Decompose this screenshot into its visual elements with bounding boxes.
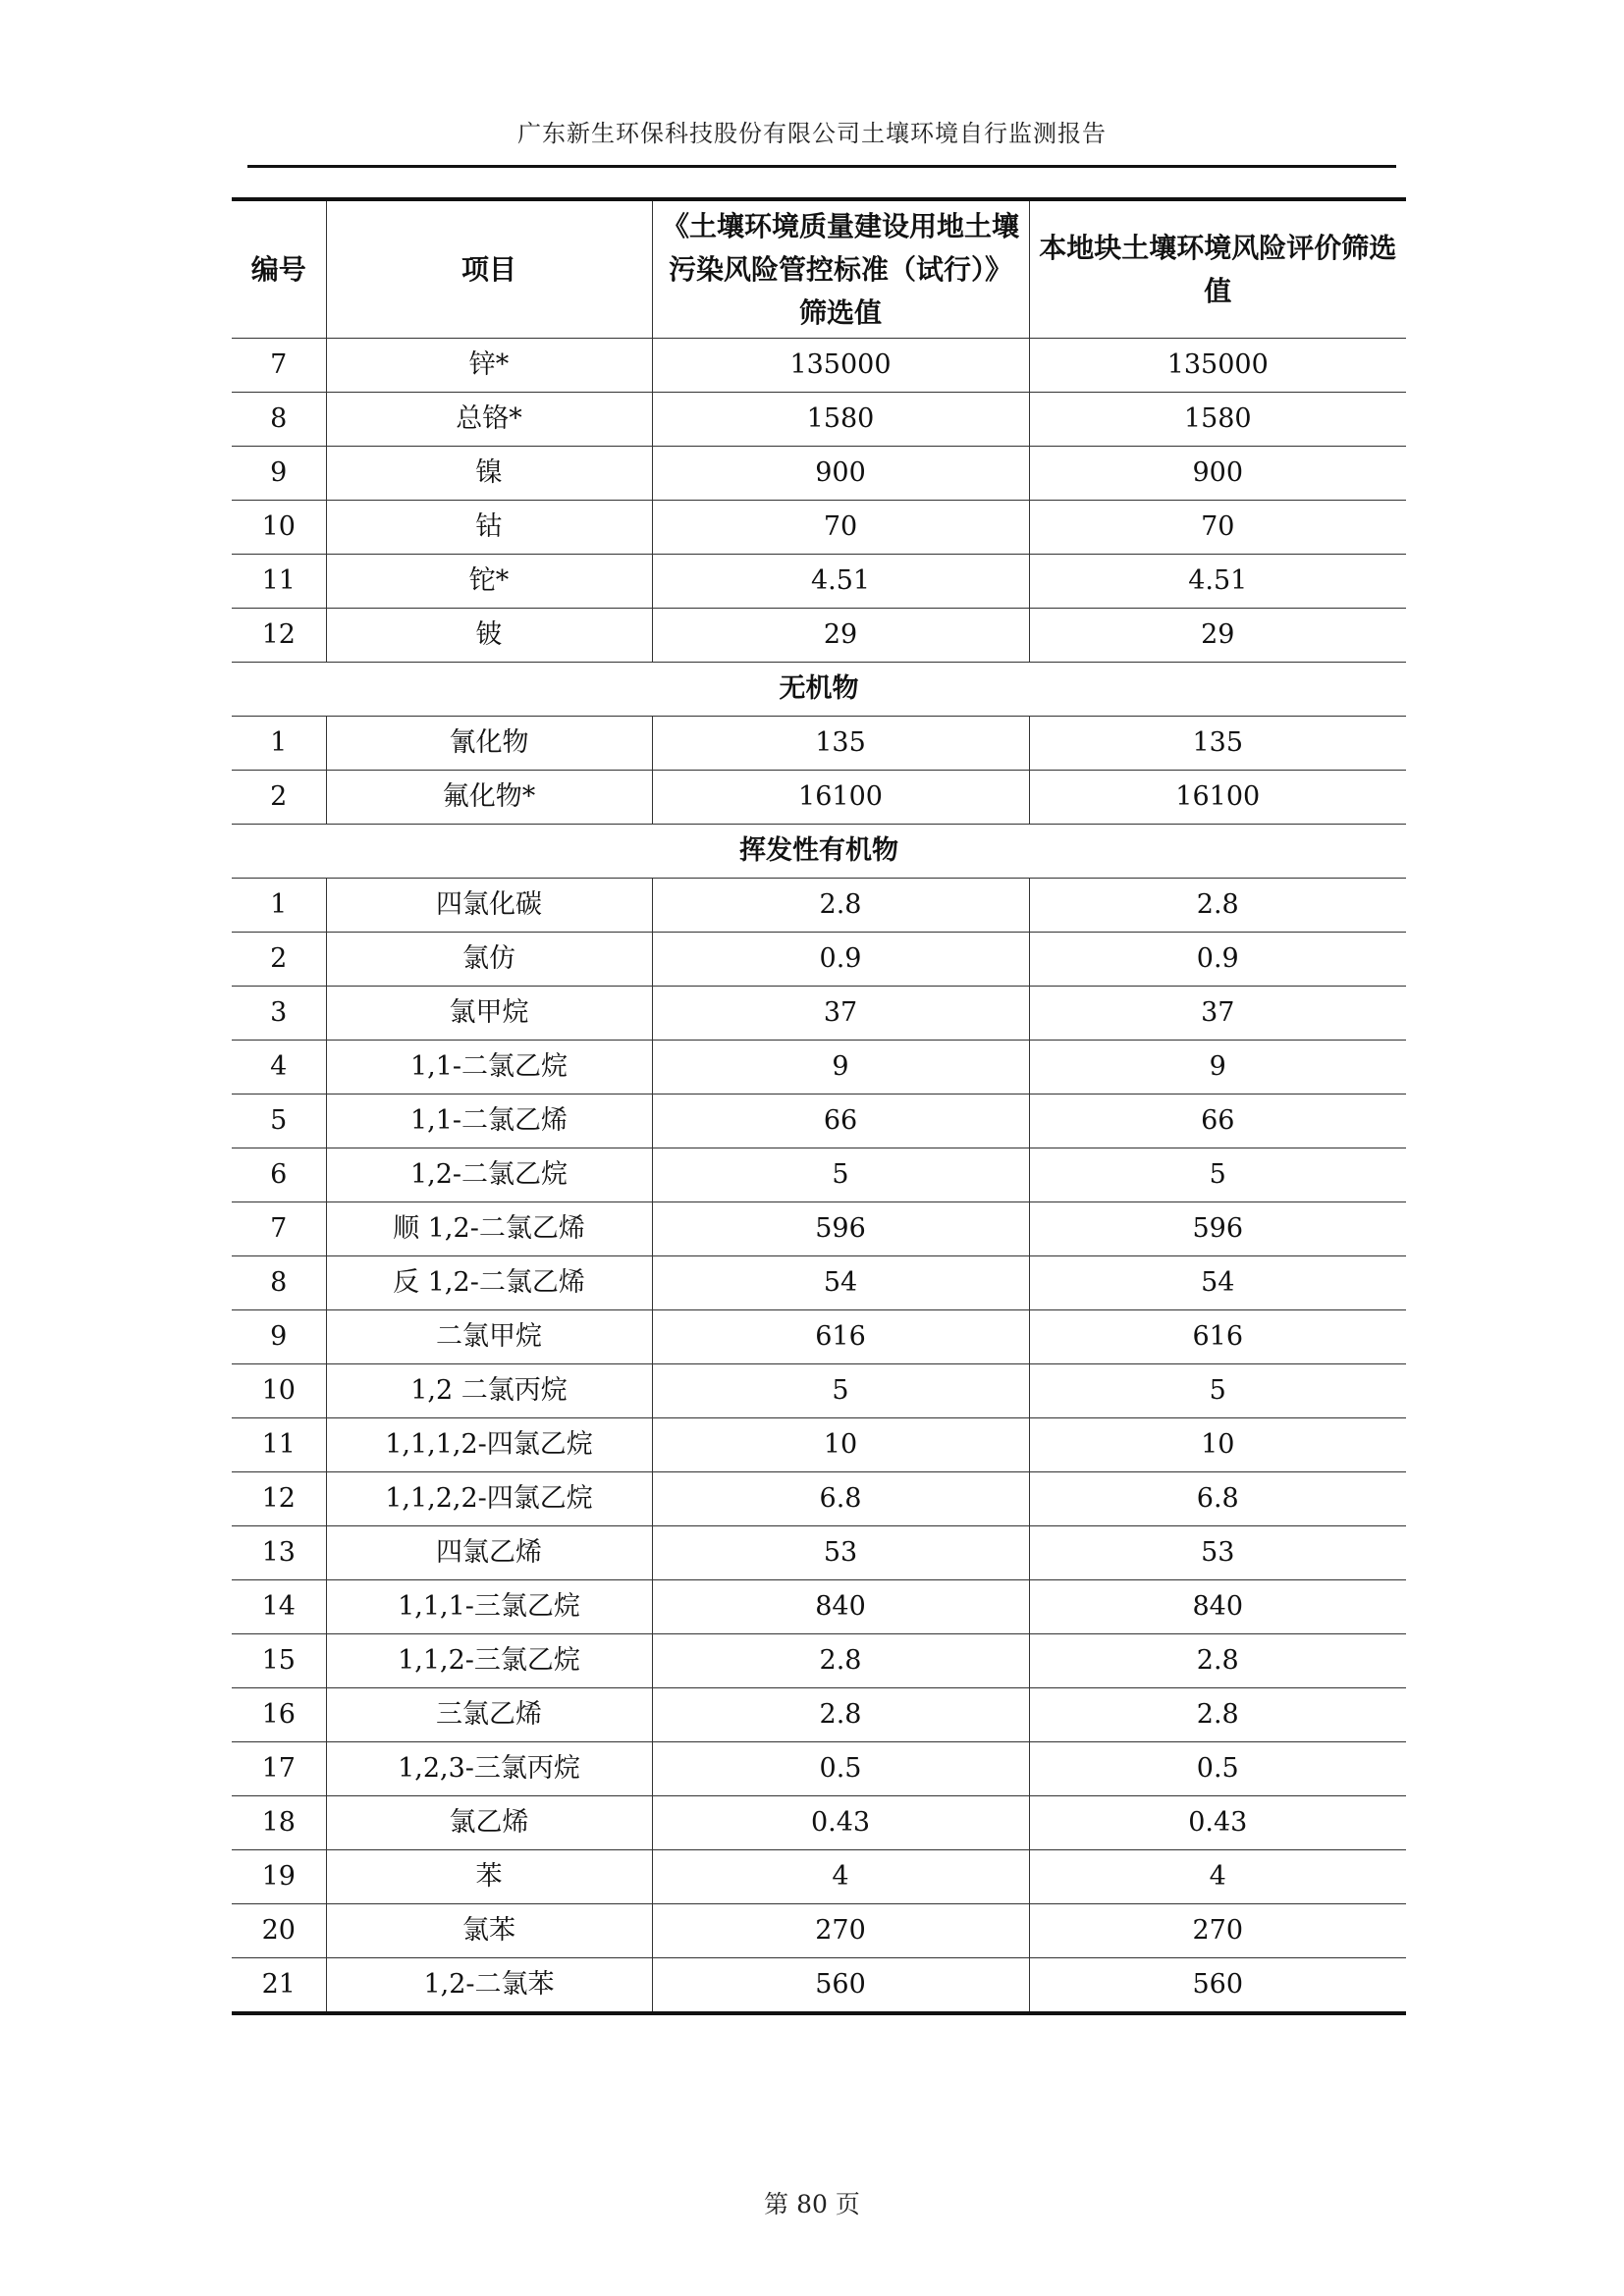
section-title: 挥发性有机物 <box>232 825 1406 879</box>
cell-number: 7 <box>232 1202 326 1256</box>
cell-item: 四氯乙烯 <box>326 1526 652 1580</box>
cell-local-screening-value: 616 <box>1029 1310 1406 1364</box>
cell-item: 1,1,2,2-四氯乙烷 <box>326 1472 652 1526</box>
cell-number: 19 <box>232 1850 326 1904</box>
cell-item: 1,1,1-三氯乙烷 <box>326 1580 652 1634</box>
table-row <box>232 1256 1406 1310</box>
cell-national-standard-value: 6.8 <box>652 1472 1029 1526</box>
cell-item: 二氯甲烷 <box>326 1310 652 1364</box>
cell-item: 1,1-二氯乙烯 <box>326 1095 652 1148</box>
table-row <box>232 879 1406 933</box>
cell-national-standard-value: 66 <box>652 1095 1029 1148</box>
cell-number: 2 <box>232 933 326 987</box>
table-row <box>232 1418 1406 1472</box>
table-row <box>232 1364 1406 1418</box>
cell-national-standard-value: 2.8 <box>652 879 1029 933</box>
cell-item: 反 1,2-二氯乙烯 <box>326 1256 652 1310</box>
cell-item: 1,2 二氯丙烷 <box>326 1364 652 1418</box>
cell-number: 14 <box>232 1580 326 1634</box>
cell-national-standard-value: 10 <box>652 1418 1029 1472</box>
cell-number: 10 <box>232 1364 326 1418</box>
cell-item: 铍 <box>326 609 652 663</box>
table-row <box>232 1850 1406 1904</box>
cell-national-standard-value: 53 <box>652 1526 1029 1580</box>
cell-national-standard-value: 840 <box>652 1580 1029 1634</box>
table-row <box>232 1041 1406 1095</box>
cell-item: 铊* <box>326 555 652 609</box>
cell-local-screening-value: 0.9 <box>1029 933 1406 987</box>
cell-national-standard-value: 5 <box>652 1364 1029 1418</box>
cell-local-screening-value: 10 <box>1029 1418 1406 1472</box>
table-row <box>232 987 1406 1041</box>
cell-number: 12 <box>232 1472 326 1526</box>
cell-number: 8 <box>232 393 326 447</box>
table-container <box>232 197 1406 2015</box>
table-row <box>232 555 1406 609</box>
cell-number: 11 <box>232 555 326 609</box>
cell-local-screening-value: 4.51 <box>1029 555 1406 609</box>
table-row <box>232 1472 1406 1526</box>
table-row <box>232 1742 1406 1796</box>
section-row <box>232 825 1406 879</box>
cell-local-screening-value: 16100 <box>1029 771 1406 825</box>
table-row <box>232 717 1406 771</box>
cell-local-screening-value: 66 <box>1029 1095 1406 1148</box>
table-header <box>232 199 1406 339</box>
table-row <box>232 1688 1406 1742</box>
cell-national-standard-value: 596 <box>652 1202 1029 1256</box>
cell-item: 苯 <box>326 1850 652 1904</box>
cell-national-standard-value: 5 <box>652 1148 1029 1202</box>
column-header-local-screening-value: 本地块土壤环境风险评价筛选值 <box>1029 199 1406 339</box>
cell-number: 1 <box>232 717 326 771</box>
cell-number: 13 <box>232 1526 326 1580</box>
column-header-item: 项目 <box>326 199 652 339</box>
cell-number: 5 <box>232 1095 326 1148</box>
screening-values-table <box>232 197 1406 2015</box>
cell-number: 3 <box>232 987 326 1041</box>
cell-number: 8 <box>232 1256 326 1310</box>
column-header-national-standard: 《土壤环境质量建设用地土壤污染风险管控标准（试行）》筛选值 <box>652 199 1029 339</box>
cell-number: 7 <box>232 339 326 393</box>
cell-national-standard-value: 135000 <box>652 339 1029 393</box>
page-number: 第 80 页 <box>764 2190 860 2218</box>
cell-local-screening-value: 9 <box>1029 1041 1406 1095</box>
cell-number: 4 <box>232 1041 326 1095</box>
table-row <box>232 1796 1406 1850</box>
cell-national-standard-value: 560 <box>652 1958 1029 2014</box>
cell-item: 氯苯 <box>326 1904 652 1958</box>
cell-national-standard-value: 54 <box>652 1256 1029 1310</box>
table-row <box>232 1904 1406 1958</box>
cell-number: 9 <box>232 1310 326 1364</box>
cell-item: 锌* <box>326 339 652 393</box>
table-row <box>232 1634 1406 1688</box>
cell-local-screening-value: 840 <box>1029 1580 1406 1634</box>
cell-national-standard-value: 4.51 <box>652 555 1029 609</box>
section-row <box>232 663 1406 717</box>
cell-local-screening-value: 70 <box>1029 501 1406 555</box>
cell-local-screening-value: 4 <box>1029 1850 1406 1904</box>
cell-item: 1,2-二氯乙烷 <box>326 1148 652 1202</box>
cell-national-standard-value: 900 <box>652 447 1029 501</box>
cell-number: 20 <box>232 1904 326 1958</box>
cell-national-standard-value: 4 <box>652 1850 1029 1904</box>
cell-item: 氯仿 <box>326 933 652 987</box>
cell-number: 2 <box>232 771 326 825</box>
cell-local-screening-value: 29 <box>1029 609 1406 663</box>
cell-national-standard-value: 270 <box>652 1904 1029 1958</box>
table-row <box>232 447 1406 501</box>
cell-local-screening-value: 0.5 <box>1029 1742 1406 1796</box>
cell-local-screening-value: 54 <box>1029 1256 1406 1310</box>
table-row <box>232 1095 1406 1148</box>
cell-national-standard-value: 2.8 <box>652 1634 1029 1688</box>
cell-item: 1,2,3-三氯丙烷 <box>326 1742 652 1796</box>
cell-local-screening-value: 6.8 <box>1029 1472 1406 1526</box>
column-header-number: 编号 <box>232 199 326 339</box>
cell-local-screening-value: 2.8 <box>1029 1634 1406 1688</box>
table-row <box>232 393 1406 447</box>
section-title: 无机物 <box>232 663 1406 717</box>
cell-item: 1,1,1,2-四氯乙烷 <box>326 1418 652 1472</box>
cell-national-standard-value: 1580 <box>652 393 1029 447</box>
cell-national-standard-value: 16100 <box>652 771 1029 825</box>
cell-local-screening-value: 135000 <box>1029 339 1406 393</box>
cell-number: 12 <box>232 609 326 663</box>
cell-national-standard-value: 70 <box>652 501 1029 555</box>
cell-local-screening-value: 900 <box>1029 447 1406 501</box>
cell-item: 1,1,2-三氯乙烷 <box>326 1634 652 1688</box>
cell-local-screening-value: 0.43 <box>1029 1796 1406 1850</box>
cell-item: 镍 <box>326 447 652 501</box>
cell-national-standard-value: 37 <box>652 987 1029 1041</box>
table-row <box>232 933 1406 987</box>
cell-item: 氰化物 <box>326 717 652 771</box>
cell-national-standard-value: 135 <box>652 717 1029 771</box>
cell-item: 钴 <box>326 501 652 555</box>
cell-item: 1,2-二氯苯 <box>326 1958 652 2014</box>
cell-national-standard-value: 616 <box>652 1310 1029 1364</box>
cell-number: 21 <box>232 1958 326 2014</box>
cell-national-standard-value: 0.5 <box>652 1742 1029 1796</box>
cell-local-screening-value: 1580 <box>1029 393 1406 447</box>
cell-item: 氯乙烯 <box>326 1796 652 1850</box>
cell-local-screening-value: 5 <box>1029 1364 1406 1418</box>
header-divider <box>247 165 1396 168</box>
cell-item: 1,1-二氯乙烷 <box>326 1041 652 1095</box>
cell-item: 顺 1,2-二氯乙烯 <box>326 1202 652 1256</box>
cell-item: 氟化物* <box>326 771 652 825</box>
cell-national-standard-value: 29 <box>652 609 1029 663</box>
table-body <box>232 339 1406 2014</box>
cell-number: 17 <box>232 1742 326 1796</box>
cell-number: 6 <box>232 1148 326 1202</box>
cell-number: 10 <box>232 501 326 555</box>
cell-item: 总铬* <box>326 393 652 447</box>
cell-local-screening-value: 596 <box>1029 1202 1406 1256</box>
cell-national-standard-value: 2.8 <box>652 1688 1029 1742</box>
cell-local-screening-value: 135 <box>1029 717 1406 771</box>
table-row <box>232 609 1406 663</box>
table-row <box>232 1580 1406 1634</box>
cell-item: 氯甲烷 <box>326 987 652 1041</box>
cell-number: 18 <box>232 1796 326 1850</box>
cell-local-screening-value: 37 <box>1029 987 1406 1041</box>
cell-local-screening-value: 2.8 <box>1029 879 1406 933</box>
cell-number: 11 <box>232 1418 326 1472</box>
cell-number: 15 <box>232 1634 326 1688</box>
cell-national-standard-value: 0.43 <box>652 1796 1029 1850</box>
cell-local-screening-value: 5 <box>1029 1148 1406 1202</box>
header-row <box>232 199 1406 339</box>
table-row <box>232 501 1406 555</box>
cell-number: 16 <box>232 1688 326 1742</box>
table-row <box>232 339 1406 393</box>
table-row <box>232 1526 1406 1580</box>
cell-local-screening-value: 2.8 <box>1029 1688 1406 1742</box>
table-row <box>232 1310 1406 1364</box>
page-header: 广东新生环保科技股份有限公司土壤环境自行监测报告 <box>517 120 1107 147</box>
table-row <box>232 1148 1406 1202</box>
cell-local-screening-value: 560 <box>1029 1958 1406 2014</box>
table-row <box>232 1958 1406 2014</box>
table-row <box>232 771 1406 825</box>
cell-item: 三氯乙烯 <box>326 1688 652 1742</box>
cell-local-screening-value: 270 <box>1029 1904 1406 1958</box>
cell-number: 1 <box>232 879 326 933</box>
table-row <box>232 1202 1406 1256</box>
cell-item: 四氯化碳 <box>326 879 652 933</box>
cell-local-screening-value: 53 <box>1029 1526 1406 1580</box>
cell-national-standard-value: 9 <box>652 1041 1029 1095</box>
cell-national-standard-value: 0.9 <box>652 933 1029 987</box>
cell-number: 9 <box>232 447 326 501</box>
